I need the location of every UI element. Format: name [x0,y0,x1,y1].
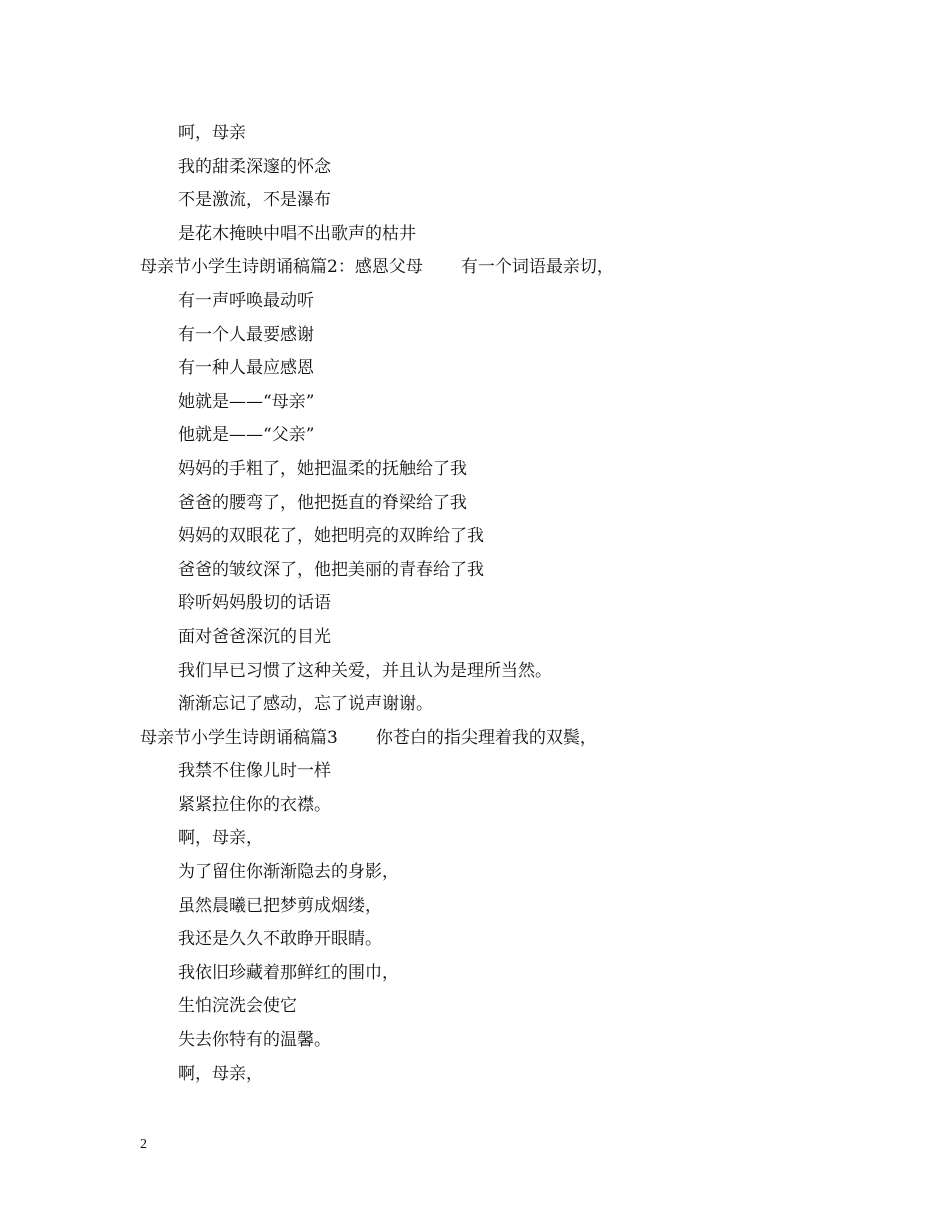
poem-line: 不是激流，不是瀑布 [178,190,331,211]
poem-line: 渐渐忘记了感动，忘了说声谢谢。 [178,694,433,715]
poem-line: 呵，母亲 [178,123,246,143]
poem-line: 我禁不住像儿时一样 [178,761,331,782]
poem-line-text: 你苍白的指尖理着我的双鬓， [375,727,597,748]
poem-line: 有一声呼唤最动听 [178,290,314,311]
section-title: 母亲节小学生诗朗诵稿篇3 [140,727,338,748]
poem-line: 虽然晨曦已把梦剪成烟缕， [178,895,382,916]
poem-line: 啊，母亲， [178,1063,263,1084]
poem-line: 为了留住你渐渐隐去的身影， [178,862,399,883]
poem-line: 聆听妈妈殷切的话语 [178,593,331,614]
poem-line: 他就是——“父亲” [178,425,315,446]
poem-line: 我的甜柔深邃的怀念 [178,156,331,177]
poem-line: 有一个人最要感谢 [178,324,314,345]
poem-body [140,117,840,1091]
poem-line: 面对爸爸深沉的目光 [178,626,331,647]
poem-line: 我们早已习惯了这种关爱，并且认为是理所当然。 [178,660,552,681]
poem-line: 妈妈的手粗了，她把温柔的抚触给了我 [178,458,467,479]
poem-line: 有一种人最应感恩 [178,358,314,379]
page-number: 2 [140,1137,147,1152]
poem-line: 我还是久久不敢睁开眼睛。 [178,929,382,950]
poem-line-text: 有一个词语最亲切， [460,257,614,278]
poem-line: 紧紧拉住你的衣襟。 [178,794,331,815]
section-heading-line [140,251,840,285]
poem-line: 失去你特有的温馨。 [178,1030,331,1051]
section-heading-line [140,722,840,756]
poem-line: 啊，母亲， [178,828,263,849]
poem-line: 爸爸的腰弯了，他把挺直的脊梁给了我 [178,492,467,513]
poem-line: 生怕浣洗会使它 [178,996,297,1017]
poem-line: 爸爸的皱纹深了，他把美丽的青春给了我 [178,559,484,580]
poem-line: 她就是——“母亲” [178,391,315,412]
poem-line: 我依旧珍藏着那鲜红的围巾， [178,962,399,983]
section-title: 母亲节小学生诗朗诵稿篇2：感恩父母 [140,257,423,278]
poem-line: 是花木掩映中唱不出歌声的枯井 [178,223,416,244]
poem-line: 妈妈的双眼花了，她把明亮的双眸给了我 [178,526,484,547]
